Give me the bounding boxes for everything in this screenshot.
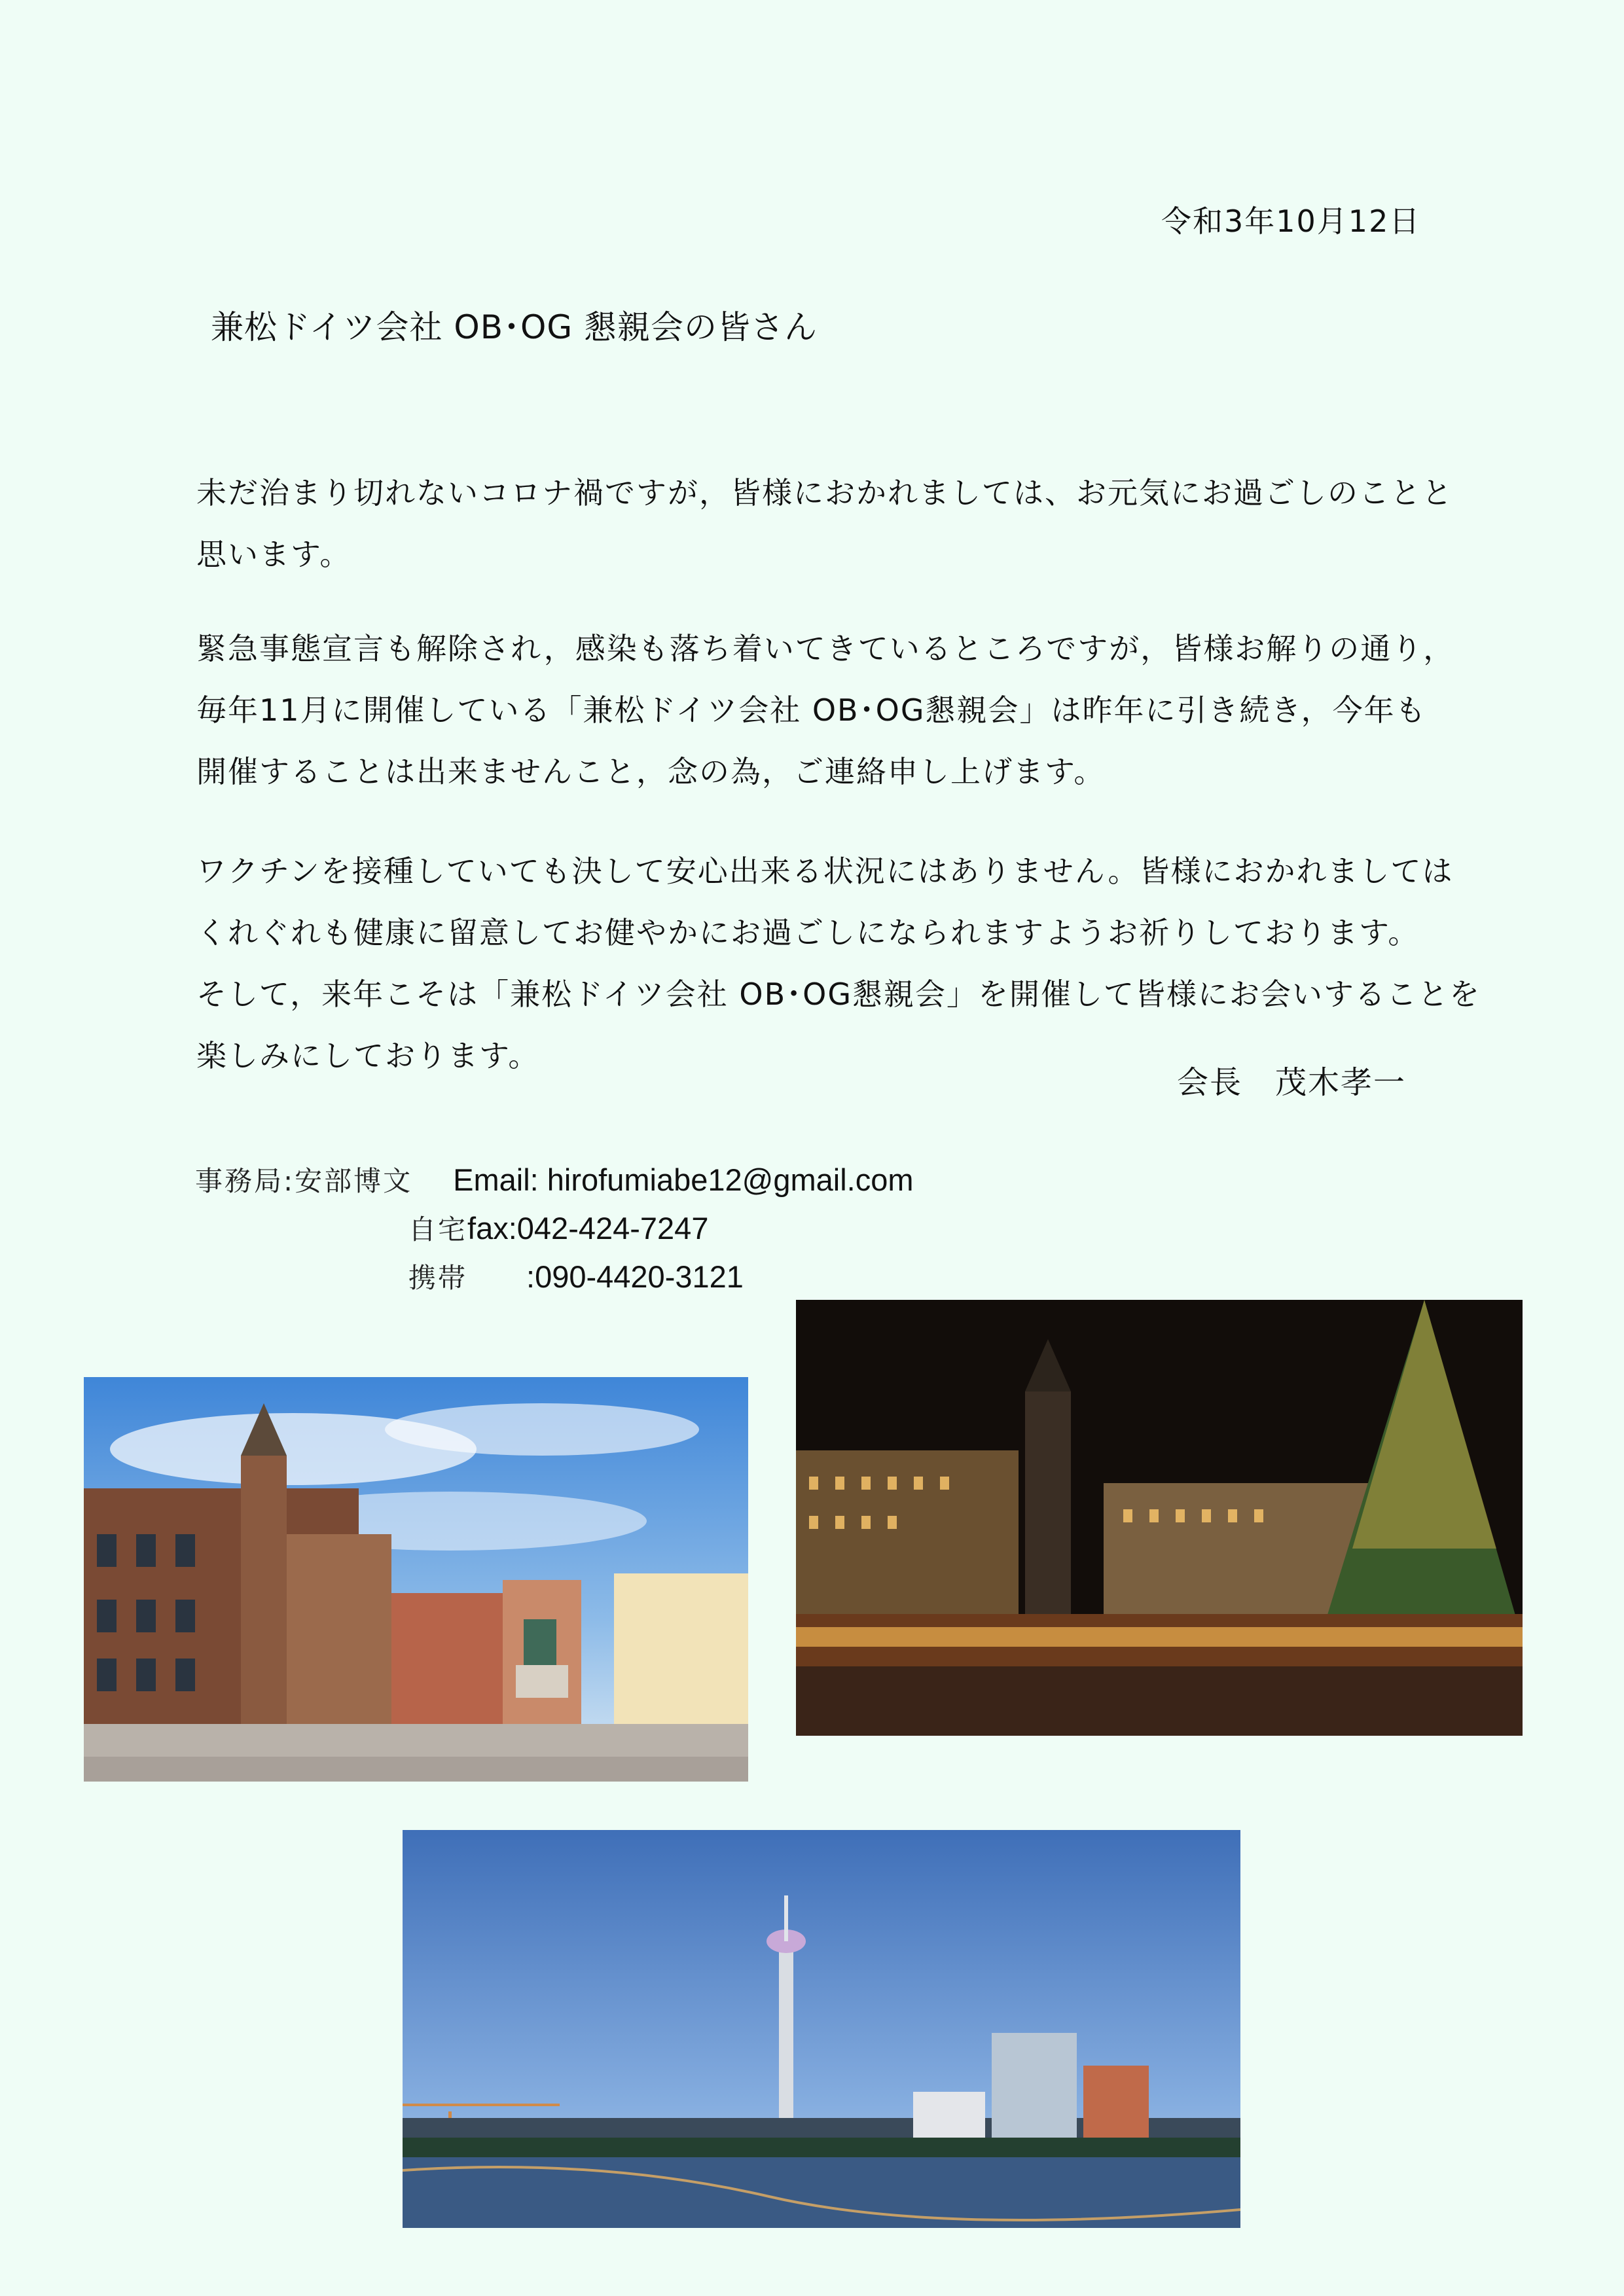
paragraph-line: 未だ治まり切れないコロナ禍ですが，皆様におかれましては、お元気にお過ごしのことと (196, 475, 1453, 511)
city-skyline-photo (403, 1830, 1240, 2228)
contact-office (195, 1160, 914, 1199)
contact-mobile (408, 1257, 744, 1296)
home-label: 自宅 (408, 1213, 468, 1246)
paragraph-closing (196, 840, 1481, 1086)
paragraph-line: そして，来年こそは「兼松ドイツ会社 OB･OG懇親会」を開催して皆様にお会いすることを (196, 977, 1481, 1012)
paragraph-line: くれぐれも健康に留意してお健やかにお過ごしになられますようお祈りしております。 (196, 915, 1420, 950)
contact-home (408, 1208, 708, 1247)
office-label: 事務局:安部博文 (195, 1165, 413, 1197)
letter-date: 令和3年10月12日 (1161, 204, 1421, 239)
salutation: 兼松ドイツ会社 OB･OG 懇親会の皆さん (211, 308, 818, 346)
paragraph-line: 毎年11月に開催している「兼松ドイツ会社 OB･OG懇親会」は昨年に引き続き，今年も (196, 692, 1427, 728)
signature-name: 茂木孝一 (1275, 1064, 1407, 1101)
paragraph-line: 楽しみにしております。 (196, 1038, 540, 1073)
signature-title: 会長 (1177, 1064, 1243, 1101)
paragraph-line: 開催することは出来ませんこと，念の為，ご連絡申し上げます。 (196, 754, 1106, 789)
signature (1177, 1057, 1406, 1102)
paragraph-line: 緊急事態宣言も解除され，感染も落ち着いてきているところですが，皆様お解りの通り， (196, 631, 1455, 666)
paragraph-greeting (196, 462, 1453, 585)
mobile-number: :090-4420-3121 (526, 1259, 744, 1294)
mobile-label: 携帯 (408, 1262, 468, 1294)
town-square-photo (84, 1377, 748, 1782)
fax-number: fax:042-424-7247 (467, 1211, 709, 1246)
paragraph-line: 思います。 (196, 537, 352, 572)
christmas-market-photo (796, 1300, 1523, 1736)
email-address[interactable]: Email: hirofumiabe12@gmail.com (453, 1162, 914, 1197)
paragraph-line: ワクチンを接種していても決して安心出来る状況にはありません。皆様におかれましては (196, 853, 1454, 889)
paragraph-cancellation (196, 618, 1455, 802)
